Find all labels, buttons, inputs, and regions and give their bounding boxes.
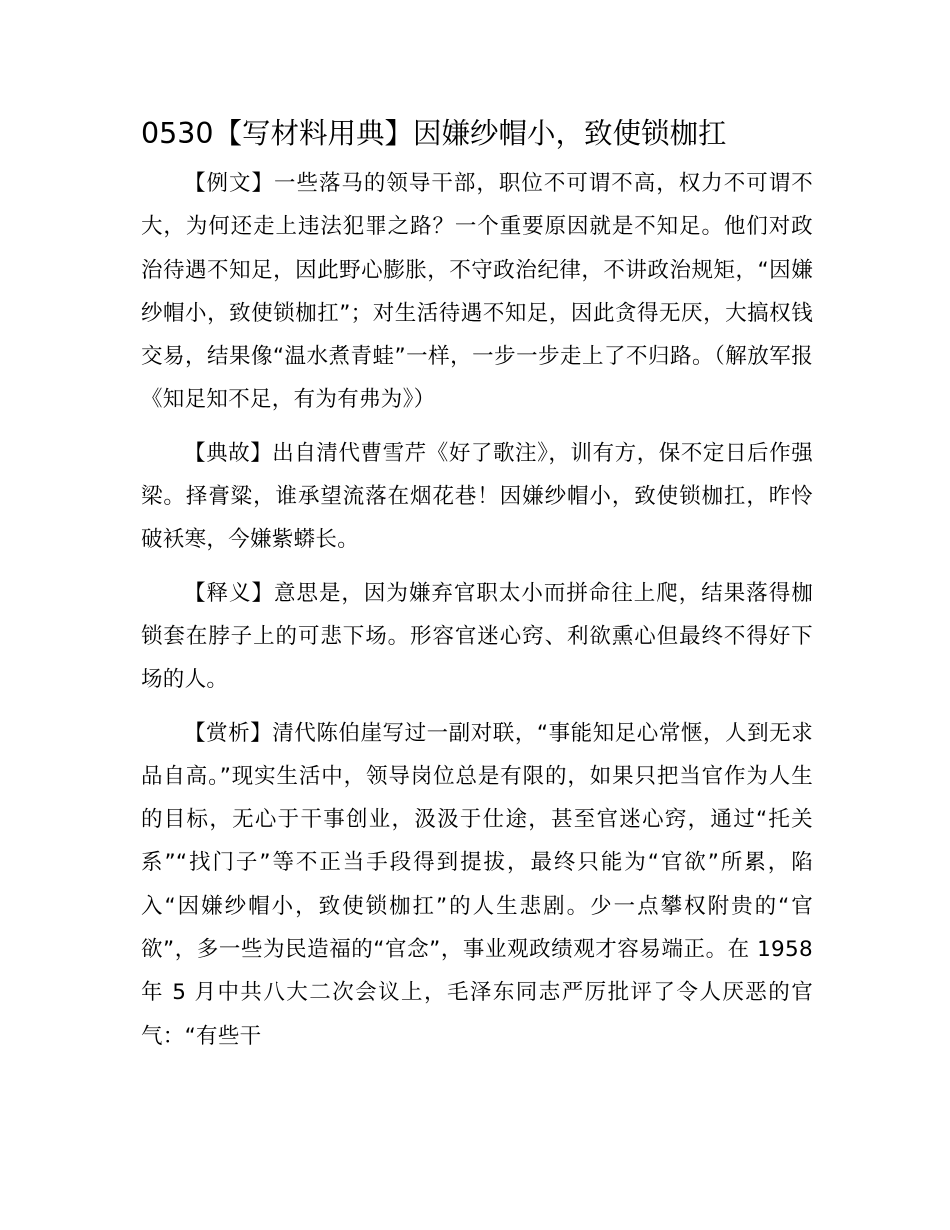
- section-tag-meaning: 【释义】: [184, 580, 274, 606]
- paragraph-meaning: [141, 572, 813, 702]
- document-page: [141, 112, 813, 1068]
- section-tag-appreciation: 【赏析】: [184, 720, 273, 746]
- paragraph-appreciation-text: 清代陈伯崖写过一副对联，“事能知足心常惬，人到无求品自高。”现实生活中，领导岗位总是有限的，如果只把当官作为人生的目标，无心于干事创业，汲汲于仕途，甚至官迷心窍，通过“托关系”“找门子”等不正当手段得到提拔，最终只能为“官欲”所累，陷入“因嫌纱帽小，致使锁枷扛”的人生悲剧。少一点攀权附贵的“官欲”，多一些为民造福的“官念”，事业观政绩观才容易端正。在 1958 年 5 月中共八大二次会议上，毛泽东同志严厉批评了令人厌恶的官气：“有些干: [141, 720, 813, 1049]
- paragraph-allusion: [141, 432, 813, 562]
- paragraph-meaning-text: 意思是，因为嫌弃官职太小而拼命往上爬，结果落得枷锁套在脖子上的可悲下场。形容官迷心窍、利欲熏心但最终不得好下场的人。: [141, 580, 814, 693]
- section-tag-example: 【例文】: [184, 171, 274, 196]
- paragraph-appreciation: [141, 712, 813, 1058]
- paragraph-example-text: 一些落马的领导干部，职位不可谓不高，权力不可谓不大，为何还走上违法犯罪之路？一个重要原因就是不知足。他们对政治待遇不知足，因此野心膨胀，不守政治纪律，不讲政治规矩，“因嫌纱帽小，致使锁枷扛”；对生活待遇不知足，因此贪得无厌，大搞权钱交易，结果像“温水煮青蛙”一样，一步一步走上了不归路。（解放军报《知足知不足，有为有弗为》）: [141, 171, 814, 413]
- section-tag-allusion: 【典故】: [184, 440, 273, 466]
- document-title: 0530【写材料用典】因嫌纱帽小，致使锁枷扛: [141, 117, 727, 150]
- paragraph-allusion-text: 出自清代曹雪芹《好了歌注》，训有方，保不定日后作强梁。择膏粱，谁承望流落在烟花巷！因嫌纱帽小，致使锁枷扛，昨怜破袄寒，今嫌紫蟒长。: [141, 440, 813, 553]
- paragraph-example: [141, 162, 813, 422]
